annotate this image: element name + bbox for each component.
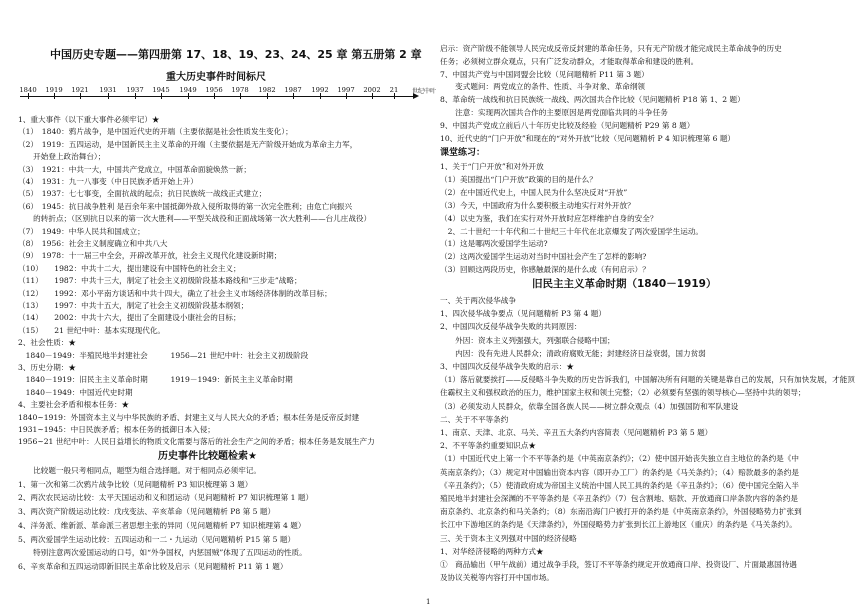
text-line: 1、关于“门户开放”和对外开放 — [440, 162, 544, 171]
timeline-year-label: 1992 — [311, 86, 329, 94]
text-line: 2、不平等条约重要知识点★ — [440, 441, 536, 451]
timeline-year-label: 1931 — [99, 86, 117, 94]
text-line: （9） 1978：十一届三中全会，开辟改革开放，社会主义现代化建设新时期； — [18, 251, 282, 261]
text-line: 比较题一般只考相同点，题型为组合选择题。对于相同点必须牢记。 — [18, 466, 261, 475]
text-line: 2、社会性质：★ — [18, 338, 76, 348]
text-line: 1、对华经济侵略的两种方式★ — [440, 546, 544, 556]
text-line: （1） 1840：鸦片战争，是中国近代史的开端（主要依据是社会性质发生变化）； — [18, 127, 293, 137]
timeline-year-label: 1987 — [284, 86, 302, 94]
text-line: 1840~1919：外国资本主义与中华民族的矛盾、封建主义与人民大众的矛盾；根本任务是反帝反封建 — [18, 412, 360, 422]
text-line: 1840－1949：中国近代史时期 — [18, 387, 133, 397]
timeline-year-label: 1997 — [337, 86, 355, 94]
text-line: 1931~1945：中日民族矛盾；根本任务的抵御日本入侵； — [18, 425, 215, 434]
text-line: 3、两次资产阶级运动比较：戊戌变法、辛亥革命（见问题精析 P8 第 5 题） — [18, 507, 276, 517]
text-line: 南京条约、北京条约和马关条约；（8）东南沿海门户被打开的条约是《中英南京条约》，外国侵略势力扩张到 — [440, 507, 802, 517]
text-line: 开始登上政治舞台）； — [18, 152, 106, 162]
text-line: 《辛丑条约》；（5）使清政府成为帝国主义统治中国人民工具的条约是《辛丑条约》；（6）使中国完全陷入半 — [440, 480, 799, 490]
text-line: （4）以史为鉴，我们在实行对外开放时应怎样维护自身的安全？ — [440, 213, 658, 223]
timeline-year-label: 1956 — [205, 86, 223, 94]
text-line: 长江中下游地区的条约是《天津条约》，外国侵略势力扩张到长江上游地区（重庆）的条约是《马关条约》。 — [440, 520, 797, 530]
text-line: 一、关于两次侵华战争 — [440, 296, 516, 305]
text-line: 任务；必须树立群众观点，只有广泛发动群众，才能取得革命和建设的胜利。 — [440, 56, 699, 66]
text-line: 1840－1949：半殖民地半封建社会 1956—21 世纪中叶：社会主义初级阶段 — [18, 350, 309, 360]
text-line: 的转折点；（区别抗日以来的第一次大胜利——平型关战役和正面战场第一次大胜利——台儿庄战役） — [18, 214, 372, 224]
old-democratic-revolution-title: 旧民主主义革命时期（1840－1919） — [532, 278, 717, 290]
text-line: 9、中国共产党成立前后八十年历史比较及经验（见问题精析 P29 第 8 题） — [440, 120, 695, 130]
text-line: （11） 1987：中共十三大，制定了社会主义初级阶段基本路线和“三步走”战略； — [18, 276, 302, 286]
timeline-year-label: 2002 — [363, 86, 381, 94]
text-line: （2）在中国近代史上，中国人民为什么坚决反对“开放” — [440, 187, 628, 197]
text-line: 1、重大事件（以下重大事件必须牢记）★ — [18, 115, 160, 124]
text-line: 2、二十世纪一十年代和二十世纪三十年代在北京爆发了两次爱国学生运动。 — [440, 226, 704, 236]
text-line: 1956~21 世纪中叶：人民日益增长的物质文化需要与落后的社会生产之间的矛盾；根本任务是发展生产力 — [18, 437, 375, 447]
text-line: 1、南京、天津、北京、马关、辛丑五大条约内容简表（见问题精析 P3 第 5 题） — [440, 428, 713, 437]
text-line: （2） 1919：五四运动，是中国新民主主义革命的开端（主要依据是无产阶级开始成为革命主力军， — [18, 139, 358, 149]
text-line: （14） 2002：中共十六大，提出了全面建设小康社会的目标； — [18, 313, 241, 323]
text-line: （1）落后就要挨打——反侵略斗争失败的历史告诉我们，中国解决所有问题的关键是靠自己的发展，只有加快发展，才能顶 — [440, 375, 855, 385]
text-line: 住霸权主义和强权政治的压力，维护国家主权和领土完整；（2）必须要有坚强的领导核心—坚持中共的领导； — [440, 388, 806, 398]
practice-title: 课堂练习： — [440, 148, 486, 158]
text-line: 6、辛亥革命和五四运动即新旧民主革命比较及启示（见问题精析 P11 第 1 题） — [18, 561, 288, 571]
timeline-end-label: 世纪中叶 — [411, 88, 437, 95]
text-line: （3）回顾这两段历史，你感触最深的是什么或（有何启示）？ — [440, 265, 650, 275]
text-line: 3、历史分期：★ — [18, 363, 76, 372]
timeline-year-label: 1978 — [231, 86, 249, 94]
text-line: （6） 1945：抗日战争胜利 是百余年来中国抵御外敌入侵所取得的第一次完全胜利；由危亡向振兴 — [18, 201, 353, 211]
text-line: （4） 1931：九一八事变（中日民族矛盾开始上升） — [18, 177, 198, 186]
text-line: 4、洋务派、维新派、革命派三者思想主张的异同（见问题精析 P7 知识梳理第 4 题） — [18, 520, 306, 530]
document-title: 中国历史专题——第四册第 17、18、19、23、24、25 章 第五册第 2 章 — [50, 48, 422, 61]
timeline-year-label: 1840 — [19, 86, 37, 94]
text-line: （2）这两次爱国学生运动对当时中国社会产生了怎样的影响? — [440, 252, 647, 262]
text-line: 5、两次爱国学生运动比较：五四运动和一二・九运动（见问题精析 P15 第 5 题） — [18, 534, 296, 544]
text-line: 特别注意两次爱国运动的口号，如“外争国权，内惩国贼”体现了五四运动的性质。 — [18, 548, 307, 558]
text-line: 4、主要社会矛盾和根本任务：★ — [18, 400, 130, 410]
text-line: 变式题问：两党成立的条件、性质、斗争对象、革命纲领 — [440, 82, 646, 92]
text-line: 殖民地半封建社会深渊的不平等条约是《辛丑条约》（7）包含割地、赔款、开放通商口岸条款内容的条约是 — [440, 494, 798, 503]
text-line: 3、中国四次反侵华战争失败的启示：★ — [440, 362, 574, 371]
timeline-year-label: 1945 — [152, 86, 170, 94]
timeline-year-label: 21 — [389, 86, 399, 94]
timeline-year-label: 1921 — [71, 86, 89, 94]
text-line: （3）必须发动人民群众，依靠全国各族人民——树立群众观点（4）加强国防和军队建设 — [440, 401, 739, 411]
text-line: 英南京条约》；（3）规定对中国输出资本内容（即开办工厂）的条约是《马关条约》；（4）赔款最多的条约是 — [440, 467, 799, 477]
text-line: 及协议关税等内容打开中国市场。 — [440, 573, 554, 583]
timeline-year-label: 1949 — [179, 86, 197, 94]
text-line: 8、革命统一战线和抗日民族统一战线、两次国共合作比较（见问题精析 P18 第 1、2 题） — [440, 95, 745, 105]
text-line: （15） 21 世纪中叶：基本实现现代化。 — [18, 325, 166, 335]
text-line: （12） 1992：邓小平南方谈话和中共十四大，确立了社会主义市场经济体制的改革目标； — [18, 288, 332, 298]
text-line: 二、关于不平等条约 — [440, 414, 509, 424]
text-line: （1）中国近代史上第一个不平等条约是《中英南京条约》；（2）使中国开始丧失独立自主地位的条约是《中 — [440, 454, 799, 464]
timeline-ruler — [19, 86, 437, 112]
text-line: （10） 1982：中共十二大，提出建设有中国特色的社会主义； — [18, 263, 241, 273]
text-line: 1840－1919：旧民主主义革命时期 1919－1949：新民主主义革命时期 — [18, 375, 293, 385]
text-line: （8） 1956：社会主义制度确立和中共八大 — [18, 239, 168, 248]
text-line: 启示：资产阶级不能领导人民完成反帝反封建的革命任务，只有无产阶级才能完成民主革命战争的历史 — [440, 44, 782, 53]
timeline-title: 重大历史事件时间标尺 — [166, 72, 266, 83]
text-line: （7） 1949：中华人民共和国成立； — [18, 226, 145, 236]
text-line: 内因：没有先进人民群众；清政府腐败无能；封建经济日益衰弱，国力贫弱 — [440, 348, 706, 358]
text-line: 2、两次农民运动比较：太平天国运动和义和团运动（见问题精析 P7 知识梳理第 1 题） — [18, 493, 314, 503]
text-line: 外因：资本主义列强强大，列强联合侵略中国； — [440, 335, 615, 345]
page-number: 1 — [426, 598, 431, 606]
text-line: （13） 1997：中共十五大，制定了社会主义初级阶段基本纲领； — [18, 301, 249, 310]
text-line: 1、四次侵华战争要点（见问题精析 P3 第 4 题） — [440, 309, 606, 319]
timeline-year-label: 1919 — [45, 86, 63, 94]
text-line: 三、关于资本主义列强对中国的经济侵略 — [440, 533, 577, 543]
text-line: 10、近代史的“门户开放”和现在的“对外开放”比较（见问题精析 P 4 知识梳理第 6 题） — [440, 133, 736, 143]
text-line: ① 商品输出（甲午战前）通过战争手段，签订不平等条约规定开放通商口岸、投资设厂、片面最惠国待遇 — [440, 560, 797, 569]
text-line: （3） 1921：中共一大，中国共产党成立，中国革命面貌焕然一新； — [18, 164, 251, 174]
comparison-section-title: 历史事件比较题检索★ — [158, 451, 257, 462]
text-line: （1）这是哪两次爱国学生运动? — [440, 239, 548, 249]
text-line: 2、中国四次反侵华战争失败的共同原因： — [440, 322, 582, 332]
text-line: （5） 1937：七七事变，全面抗战的起点；抗日民族统一战线正式建立； — [18, 189, 267, 199]
text-line: （1）美国提出“门户开放”政策的目的是什么？ — [440, 174, 597, 184]
text-line: 7、中国共产党与中国同盟会比较（见问题精析 P11 第 3 题） — [440, 69, 649, 79]
text-line: 1、第一次和第二次鸦片战争比较（见问题精析 P3 知识梳理第 3 题） — [18, 479, 253, 489]
text-line: 注意：实现两次国共合作的主要原因是两党面临共同的斗争任务 — [440, 108, 668, 117]
text-line: （3）今天，中国政府为什么要积极主动地实行对外开放？ — [440, 200, 635, 210]
timeline-year-label: 1937 — [126, 86, 144, 94]
timeline-year-label: 1982 — [258, 86, 276, 94]
